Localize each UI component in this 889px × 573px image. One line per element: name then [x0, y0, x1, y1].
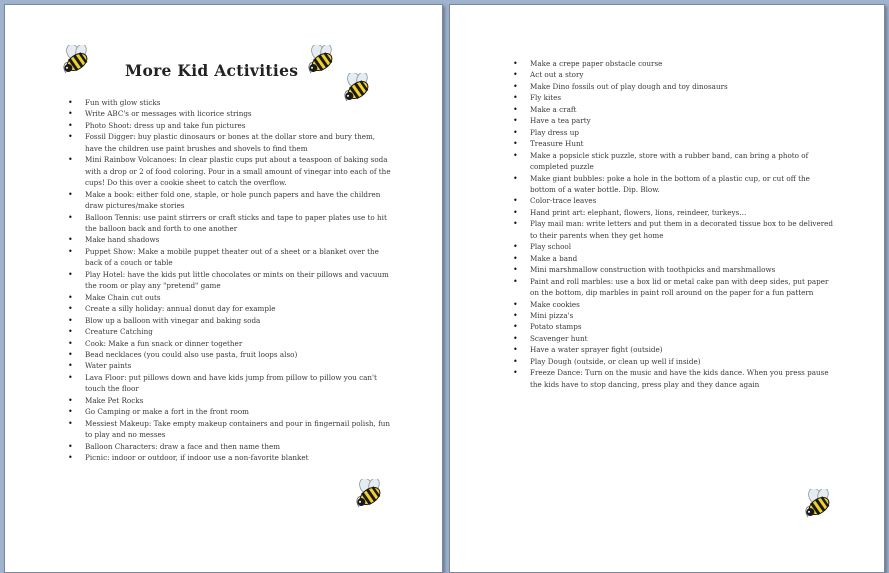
- document-page-1: [4, 4, 443, 573]
- list-item: • Make a book: either fold one, staple, or hole punch papers and have the children draw pictures/make stories: [67, 189, 392, 212]
- bee-icon: [353, 479, 387, 511]
- list-item: • Puppet Show: Make a mobile puppet theater out of a sheet or a blanket over the back of a couch or table: [67, 246, 392, 269]
- list-item: • Make a band: [512, 253, 834, 264]
- list-item: • Play dress up: [512, 127, 834, 138]
- list-item: • Play mail man: write letters and put them in a decorated tissue box to be delivered to their parents when they get home: [512, 218, 834, 241]
- list-item: • Messiest Makeup: Take empty makeup containers and pour in fingernail polish, fun to play and no messes: [67, 418, 392, 441]
- bee-icon: [60, 45, 94, 77]
- document-title: More Kid Activities: [125, 61, 299, 80]
- list-item: • Treasure Hunt: [512, 138, 834, 149]
- list-item: • Freeze Dance: Turn on the music and have the kids dance. When you press pause the kids have to stop dancing, press play and they dance again: [512, 367, 834, 390]
- list-item: • Balloon Tennis: use paint stirrers or craft sticks and tape to paper plates use to hit the balloon back and forth to one another: [67, 212, 392, 235]
- list-item: • Picnic: indoor or outdoor, if indoor use a non-favorite blanket: [67, 452, 392, 463]
- list-item: • Balloon Characters: draw a face and then name them: [67, 441, 392, 452]
- list-item: • Make giant bubbles: poke a hole in the bottom of a plastic cup, or cut off the bottom of a water bottle. Dip. Blow.: [512, 173, 834, 196]
- list-item: • Have a tea party: [512, 115, 834, 126]
- list-item: • Play school: [512, 241, 834, 252]
- activity-list: [512, 58, 834, 390]
- list-item: • Fun with glow sticks: [67, 97, 392, 108]
- list-item: • Make a popsicle stick puzzle, store with a rubber band, can bring a photo of completed puzzle: [512, 150, 834, 173]
- list-item: • Make Chain cut outs: [67, 292, 392, 303]
- list-item: • Go Camping or make a fort in the front room: [67, 406, 392, 417]
- list-item: • Fossil Digger: buy plastic dinosaurs or bones at the dollar store and bury them, have the children use paint brushes and shovels to find them: [67, 131, 392, 154]
- document-page-2: [449, 4, 885, 573]
- list-item: • Water paints: [67, 360, 392, 371]
- list-item: • Make Dino fossils out of play dough and toy dinosaurs: [512, 81, 834, 92]
- list-item: • Mini marshmallow construction with toothpicks and marshmallows: [512, 264, 834, 275]
- list-item: • Write ABC's or messages with licorice strings: [67, 108, 392, 119]
- bee-icon: [305, 45, 339, 77]
- list-item: • Mini pizza's: [512, 310, 834, 321]
- list-item: • Have a water sprayer fight (outside): [512, 344, 834, 355]
- list-item: • Color-trace leaves: [512, 195, 834, 206]
- list-item: • Bead necklaces (you could also use pasta, fruit loops also): [67, 349, 392, 360]
- list-item: • Mini Rainbow Volcanoes: In clear plastic cups put about a teaspoon of baking soda with a drop or 2 of food coloring. Pour in a small amount of vinegar into each of the cups! Do this over a cookie sheet to catch the overflow.: [67, 154, 392, 188]
- activity-list: [67, 97, 392, 464]
- list-item: • Scavenger hunt: [512, 333, 834, 344]
- list-item: • Creature Catching: [67, 326, 392, 337]
- list-item: • Photo Shoot: dress up and take fun pictures: [67, 120, 392, 131]
- list-item: • Paint and roll marbles: use a box lid or metal cake pan with deep sides, put paper on the bottom, dip marbles in paint roll around on the paper for a fun pattern: [512, 276, 834, 299]
- list-item: • Make a craft: [512, 104, 834, 115]
- list-item: • Potato stamps: [512, 321, 834, 332]
- list-item: • Play Dough (outside, or clean up well if inside): [512, 356, 834, 367]
- list-item: • Fly kites: [512, 92, 834, 103]
- list-item: • Create a silly holiday: annual donut day for example: [67, 303, 392, 314]
- list-item: • Make hand shadows: [67, 234, 392, 245]
- list-item: • Make a crepe paper obstacle course: [512, 58, 834, 69]
- list-item: • Hand print art: elephant, flowers, lions, reindeer, turkeys…: [512, 207, 834, 218]
- list-item: • Make cookies: [512, 299, 834, 310]
- list-item: • Play Hotel: have the kids put little chocolates or mints on their pillows and vacuum the room or play any "pretend" game: [67, 269, 392, 292]
- list-item: • Cook: Make a fun snack or dinner together: [67, 338, 392, 349]
- list-item: • Lava Floor: put pillows down and have kids jump from pillow to pillow you can't touch the floor: [67, 372, 392, 395]
- list-item: • Act out a story: [512, 69, 834, 80]
- list-item: • Blow up a balloon with vinegar and baking soda: [67, 315, 392, 326]
- bee-icon: [802, 489, 836, 521]
- list-item: • Make Pet Rocks: [67, 395, 392, 406]
